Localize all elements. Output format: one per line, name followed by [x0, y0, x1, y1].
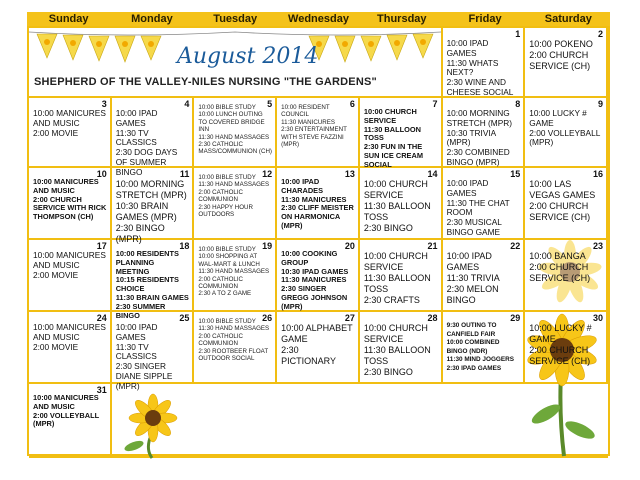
day-number: 30 — [592, 313, 603, 323]
day-number: 2 — [597, 29, 603, 39]
day-number: 28 — [427, 313, 438, 323]
day-events: 10:00 CHURCH SERVICE 11:30 BALLOON TOSS 2:30 BINGO — [363, 323, 431, 377]
sunflower-left-icon — [118, 388, 188, 458]
weekday-sunday: Sunday — [48, 13, 89, 25]
day-events: 10:00 BIBLE STUDY 10:00 LUNCH OUTING TO COVERED BRIDGE INN 11:30 HAND MASSAGES 2:30 CATHOLIC MASS/COMMUNION (CH) — [198, 104, 272, 156]
day-cell-9 — [525, 98, 608, 168]
day-cell-27 — [277, 312, 360, 384]
day-events: 10:00 POKENO 2:00 CHURCH SERVICE (CH) — [529, 39, 593, 71]
day-cell-8 — [443, 98, 526, 168]
weekday-wednesday: Wednesday — [288, 13, 349, 25]
day-events: 10:00 BIBLE STUDY 10:00 SHOPPING AT WAL-MART & LUNCH 11:30 HAND MASSAGES 2:00 CATHOLIC COMMUNION 2:30 A TO Z GAME — [198, 246, 270, 298]
day-events: 10:00 MANICURES AND MUSIC 2:00 MOVIE — [33, 250, 106, 280]
day-number: 6 — [349, 99, 355, 109]
day-cell-31 — [29, 384, 112, 458]
day-events: 10:00 IPAD GAMES 11:30 TV CLASSICS 2:30 DOG DAYS OF SUMMER BINGO — [115, 108, 178, 177]
day-events: 10:00 CHURCH SERVICE 11:30 BALLOON TOSS 2:30 FUN IN THE SUN ICE CREAM SOCIAL — [363, 107, 423, 169]
day-events: 10:00 MANICURES AND MUSIC 2:00 VOLLEYBALL (MPR) — [33, 393, 99, 429]
calendar-banner — [29, 28, 443, 98]
day-number: 25 — [179, 313, 190, 323]
day-events: 10:00 MORNING STRETCH (MPR) 10:30 TRIVIA (MPR) 2:30 COMBINED BINGO (MPR) — [446, 108, 513, 167]
day-number: 17 — [96, 241, 107, 251]
day-number: 21 — [427, 241, 438, 251]
day-cell-24 — [29, 312, 112, 384]
day-events: 10:00 MORNING STRETCH (MPR) 10:30 BRAIN GAMES (MPR) 2:30 BINGO (MPR) — [115, 179, 187, 244]
day-events: 10:00 LUCKY # GAME 2:00 VOLLEYBALL (MPR) — [529, 108, 601, 148]
weekday-header — [27, 12, 610, 26]
day-number: 10 — [96, 169, 107, 179]
day-number: 7 — [432, 99, 438, 109]
day-number: 15 — [510, 169, 521, 179]
day-events: 10:00 MANICURES AND MUSIC 2:00 MOVIE — [33, 108, 106, 138]
day-cell-17 — [29, 240, 112, 312]
day-events: 10:00 MANICURES AND MUSIC 2:00 MOVIE — [33, 322, 106, 352]
day-events: 10:00 CHURCH SERVICE 11:30 BALLOON TOSS 2:30 CRAFTS — [363, 251, 431, 305]
day-number: 5 — [267, 99, 273, 109]
day-cell-6 — [277, 98, 360, 168]
day-cell-15 — [443, 168, 526, 240]
day-cell-3 — [29, 98, 112, 168]
day-events: 10:00 BIBLE STUDY 11:30 HAND MASSAGES 2:00 CATHOLIC COMMUNION 2:30 ROOTBEER FLOAT OUTDOOR SOCIAL — [198, 318, 270, 363]
day-cell-1 — [443, 28, 526, 98]
day-cell-19 — [194, 240, 277, 312]
day-number: 24 — [96, 313, 107, 323]
weekday-friday: Friday — [468, 13, 502, 25]
weekday-saturday: Saturday — [544, 13, 592, 25]
day-events: 10:00 LAS VEGAS GAMES 2:00 CHURCH SERVICE (CH) — [529, 179, 596, 222]
day-events: 10:00 MANICURES AND MUSIC 2:00 CHURCH SERVICE WITH RICK THOMPSON (CH) — [33, 177, 107, 222]
day-events: 10:00 IPAD GAMES 11:30 THE CHAT ROOM 2:30 MUSICAL BINGO GAME — [446, 178, 510, 237]
month-title: August 2014 — [177, 44, 319, 69]
day-number: 13 — [344, 169, 355, 179]
day-number: 16 — [592, 169, 603, 179]
day-number: 12 — [262, 169, 273, 179]
day-cell-25 — [112, 312, 195, 391]
day-number: 11 — [179, 169, 190, 179]
day-number: 8 — [515, 99, 521, 109]
day-cell-7 — [360, 98, 443, 168]
day-number: 26 — [262, 313, 273, 323]
day-number: 22 — [510, 241, 521, 251]
day-number: 23 — [592, 241, 603, 251]
day-cell-16 — [525, 168, 608, 240]
day-number: 29 — [510, 313, 521, 323]
day-cell-13 — [277, 168, 360, 240]
day-number: 18 — [179, 241, 190, 251]
day-events: 10:00 BIBLE STUDY 11:30 HAND MASSAGES 2:00 CATHOLIC COMMUNION 2:30 HAPPY HOUR OUTDOORS — [198, 174, 270, 219]
day-events: 10:00 IPAD GAMES 11:30 TV CLASSICS 2:30 SINGER DIANE SIPPLE (MPR) — [115, 322, 173, 391]
day-events: 9:30 OUTING TO CANFIELD FAIR 10:00 COMBINED BINGO (NDR) 11:30 MIND JOGGERS 2:30 IPAD GAMES — [446, 322, 515, 372]
weekday-tuesday: Tuesday — [213, 13, 258, 25]
day-events: 10:00 ALPHABET GAME 2:30 PICTIONARY — [281, 323, 353, 366]
day-events: 10:00 BANGA 2:00 CHURCH SERVICE (CH) — [529, 251, 591, 283]
day-events: 10:00 LUCKY # GAME 2:00 CHURCH SERVICE (CH) — [529, 323, 592, 366]
day-events: 10:00 COOKING GROUP 10:30 IPAD GAMES 11:30 MANICURES 2:30 SINGER GREGG JOHNSON (MPR) — [281, 249, 349, 311]
day-cell-14 — [360, 168, 443, 240]
day-events: 10:00 RESIDENTS PLANNING MEETING 10:15 RESIDENTS CHOICE 11:30 BRAIN GAMES 2:30 SUMMER BINGO — [115, 249, 189, 320]
day-events: 10:00 IPAD GAMES 11:30 TRIVIA 2:30 MELON BINGO — [446, 251, 500, 305]
day-number: 31 — [96, 385, 107, 395]
day-cell-12 — [194, 168, 277, 240]
weekday-monday: Monday — [131, 13, 173, 25]
day-cell-2 — [525, 28, 608, 98]
day-cell-5 — [194, 98, 277, 168]
day-cell-10 — [29, 168, 112, 240]
day-number: 3 — [101, 99, 107, 109]
facility-name: SHEPHERD OF THE VALLEY-NILES NURSING "THE GARDENS" — [34, 76, 377, 88]
day-cell-4 — [112, 98, 195, 177]
day-number: 27 — [344, 313, 355, 323]
day-cell-26 — [194, 312, 277, 384]
day-cell-28 — [360, 312, 443, 384]
day-cell-20 — [277, 240, 360, 312]
day-cell-11 — [112, 168, 195, 244]
day-cell-22 — [443, 240, 526, 312]
day-events: 10:00 IPAD CHARADES 11:30 MANICURES 2:30 CLIFF MEISTER ON HARMONICA (MPR) — [281, 177, 354, 230]
day-events: 10:00 IPAD GAMES 11:30 WHATS NEXT? 2:30 WINE AND CHEESE SOCIAL — [446, 38, 514, 97]
day-number: 14 — [427, 169, 438, 179]
day-number: 9 — [597, 99, 603, 109]
day-events: 10:00 CHURCH SERVICE 11:30 BALLOON TOSS 2:30 BINGO — [363, 179, 431, 233]
day-number: 1 — [515, 29, 521, 39]
weekday-thursday: Thursday — [377, 13, 427, 25]
day-number: 4 — [184, 99, 190, 109]
day-events: 10:00 RESIDENT COUNCIL 11:30 MANICURES 2:30 ENTERTAINMENT WITH STEVE FAZZINI (MPR) — [281, 104, 347, 149]
day-number: 20 — [344, 241, 355, 251]
day-cell-21 — [360, 240, 443, 312]
day-number: 19 — [262, 241, 273, 251]
